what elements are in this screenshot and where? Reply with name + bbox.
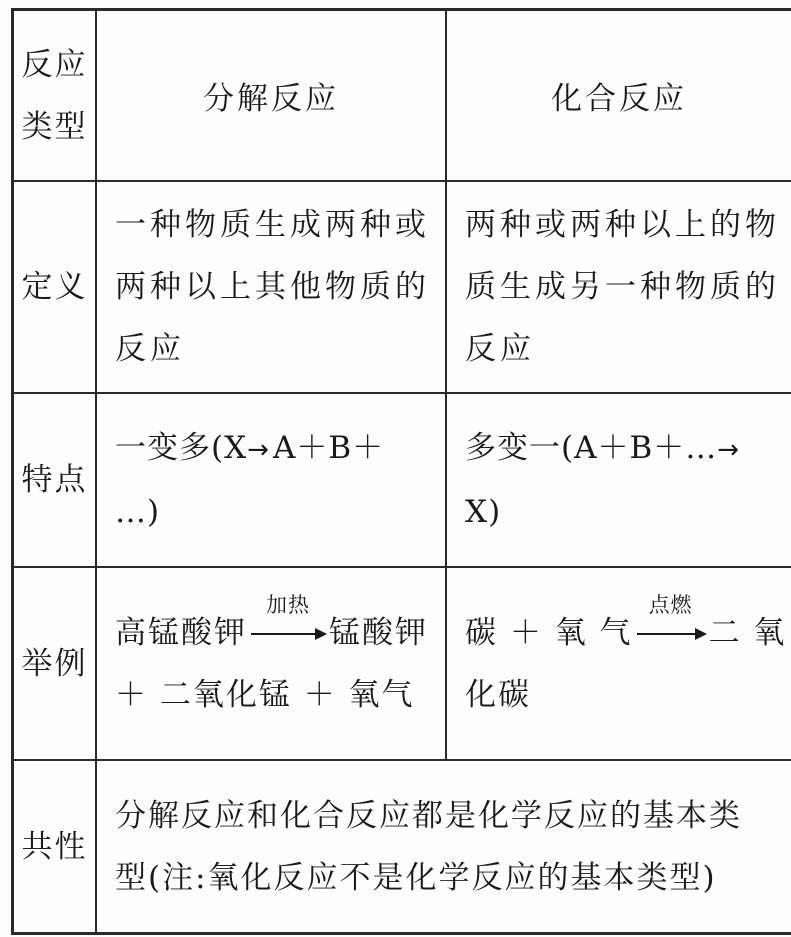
border-bottom: [11, 932, 791, 935]
reaction-type-header: [14, 11, 95, 180]
feature-decomposition-line2: …): [115, 494, 161, 530]
reaction-type-header-line1: 反应: [21, 46, 88, 83]
example-combination-product: 二 氧: [708, 614, 787, 651]
example-decomposition: [97, 568, 445, 759]
feature-label: 特点: [21, 462, 88, 498]
decomposition-header: 分解反应: [203, 81, 339, 117]
commonality-text: [97, 761, 791, 932]
feature-combination: [447, 394, 791, 566]
feature-combination-line2: X): [465, 494, 502, 530]
example-combination-reactants: 碳 ＋ 氧 气: [465, 614, 633, 651]
commonality-label: 共性: [21, 828, 88, 865]
feature-decomposition-suffix: A＋B＋: [272, 430, 385, 466]
feature-combination-prefix: 多变一(A＋B＋…: [465, 430, 718, 466]
combination-header: 化合反应: [551, 81, 687, 117]
commonality-line1: 分解反应和化合反应都是化学反应的基本类: [115, 797, 742, 834]
definition-decomposition-line1: 一种物质生成两种或: [115, 207, 430, 243]
reaction-arrow-icon: →: [717, 435, 744, 465]
definition-combination-line1: 两种或两种以上的物: [465, 207, 780, 243]
example-decomposition-line2: ＋ 二氧化锰 ＋ 氧气: [115, 676, 415, 713]
definition-decomposition: [97, 182, 445, 392]
definition-decomposition-line2: 两种以上其他物质的: [115, 269, 430, 305]
example-combination: [447, 568, 791, 759]
example-decomposition-product: 锰酸钾: [329, 614, 428, 651]
definition-decomposition-line3: 反应: [115, 331, 185, 367]
example-combination-line2: 化碳: [465, 676, 531, 713]
feature-decomposition: [97, 394, 445, 566]
reaction-arrow-icon: →: [247, 435, 273, 465]
reaction-arrow-icon: [249, 593, 327, 649]
reaction-type-header-line2: 类型: [21, 108, 88, 145]
example-decomposition-reactant: 高锰酸钾: [115, 614, 247, 651]
condition-ignition: 点燃: [648, 593, 693, 617]
feature-decomposition-prefix: 一变多(X: [115, 430, 248, 466]
definition-combination: [447, 182, 791, 392]
definition-combination-line2: 质生成另一种物质的: [465, 269, 780, 305]
definition-label: 定义: [21, 269, 88, 305]
reaction-arrow-icon: [635, 593, 707, 649]
commonality-line2: 型(注:氧化反应不是化学反应的基本类型): [115, 859, 717, 896]
example-label: 举例: [21, 645, 88, 682]
definition-combination-line3: 反应: [465, 331, 535, 367]
condition-heating: 加热: [266, 593, 310, 617]
